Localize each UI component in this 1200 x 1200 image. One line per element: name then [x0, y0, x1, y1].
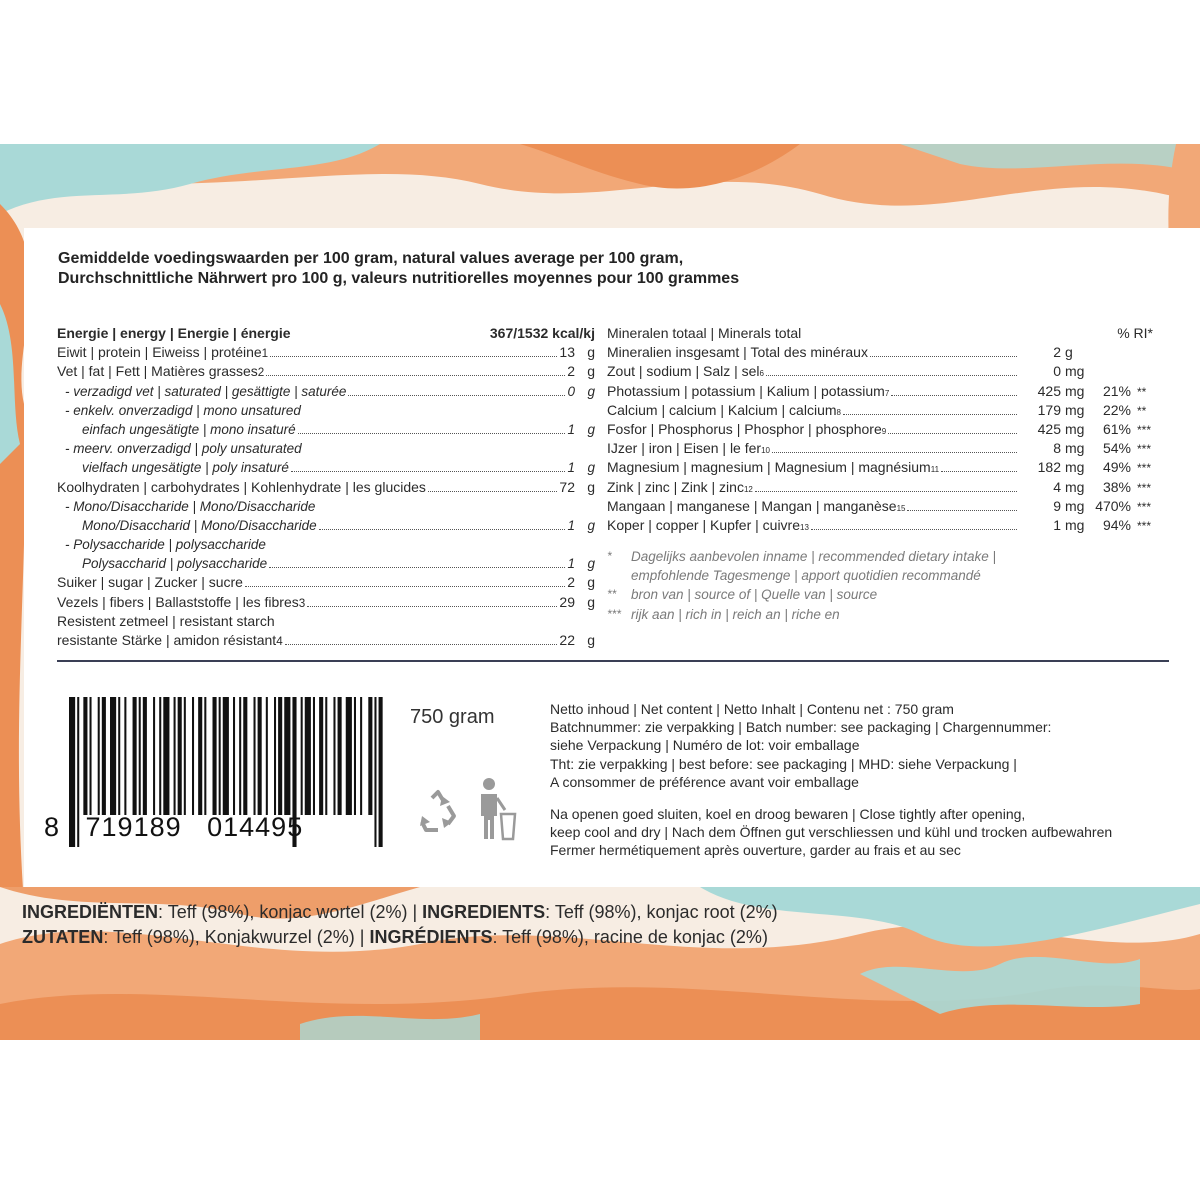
- footnote-ref: 11: [930, 465, 940, 475]
- recycle-icon: [414, 788, 462, 836]
- barcode-bar: [98, 697, 100, 815]
- nutrient-name: vielfach ungesätigte | poly insaturé: [82, 460, 289, 476]
- nutrient-name: Polysaccharid | polysaccharide: [82, 556, 268, 572]
- footnote: [607, 605, 1167, 624]
- net-weight: 750 gram: [410, 706, 495, 728]
- nutrition-panel: [24, 228, 1200, 887]
- footnote-ref: 2: [257, 366, 265, 380]
- mineral-unit: mg: [1065, 401, 1085, 418]
- mineral-value: 0: [1053, 363, 1061, 380]
- nutrient-unit: g: [587, 632, 595, 648]
- dot-leader: [266, 374, 565, 376]
- heading-line-1: Gemiddelde voedingswaarden per 100 gram, natural values average per 100 gram,: [58, 250, 684, 267]
- barcode-bar: [374, 697, 376, 847]
- heading-line-2: Durchschnittliche Nährwert pro 100 g, valeurs nutritiorelles moyennes pour 100 grammes: [58, 270, 740, 287]
- barcode-bar: [153, 697, 155, 815]
- ri-stars: ***: [1137, 422, 1152, 437]
- mineral-name: Photassium | potassium | Kalium | potassium: [607, 382, 885, 399]
- footnote-text: Dagelijks aanbevolen inname | recommended dietary intake |: [631, 549, 996, 565]
- ingredients-line-2: [22, 925, 778, 950]
- mineral-row: [607, 401, 1167, 420]
- nutrient-row: [57, 535, 595, 554]
- barcode-bar: [90, 697, 92, 815]
- mineral-unit: mg: [1065, 440, 1085, 457]
- ri-header: % RI*: [1117, 325, 1153, 341]
- dot-leader: [755, 490, 1017, 492]
- mineral-value: 2: [1053, 344, 1061, 361]
- dot-leader: [245, 585, 565, 587]
- nutrient-value: 72: [559, 478, 575, 495]
- ingredients-label-en: INGREDIENTS: [422, 902, 546, 922]
- footnote-ref: 7: [884, 388, 890, 398]
- mineral-name: Zink | zinc | Zink | zinc: [607, 478, 744, 495]
- ingredients-text-de: : Teff (98%), Konjakwurzel (2%) |: [103, 927, 370, 947]
- barcode-bar: [204, 697, 206, 815]
- nutrient-unit: g: [587, 383, 595, 399]
- minerals-header-label: Mineralen totaal | Minerals total: [607, 325, 802, 341]
- ri-stars: ***: [1137, 518, 1152, 533]
- nutrient-name: Koolhydraten | carbohydrates | Kohlenhydrate | les glucides: [57, 478, 426, 495]
- dot-leader: [348, 394, 565, 396]
- ingredients-line-1: [22, 900, 778, 925]
- mineral-value: 425: [1037, 420, 1061, 437]
- nutrient-name: - verzadigd vet | saturated | gesättigte | saturée: [65, 383, 347, 399]
- nutrient-row: [57, 420, 595, 439]
- barcode-bar: [102, 697, 106, 815]
- info-line: Netto inhoud | Net content | Netto Inhalt | Contenu net : 750 gram: [550, 701, 954, 717]
- nutrient-value: 1: [567, 517, 575, 533]
- barcode-bar: [333, 697, 335, 815]
- nutrient-unit: g: [587, 517, 595, 533]
- footnote-ref: 4: [276, 635, 283, 648]
- nutrient-value: 2: [567, 574, 575, 591]
- mineral-unit: mg: [1065, 516, 1085, 533]
- ri-percent: 54%: [1102, 440, 1131, 457]
- trash-bin-person-icon: [471, 776, 519, 841]
- barcode-bar: [219, 697, 221, 815]
- barcode-bar: [133, 697, 137, 815]
- nutrient-name: einfach ungesätigte | mono insaturé: [82, 421, 296, 437]
- mineral-value: 1: [1053, 516, 1061, 533]
- nutrient-row: [57, 631, 595, 650]
- nutrient-row: [57, 439, 595, 458]
- footnote-ref: 10: [761, 446, 770, 456]
- barcode-bar: [198, 697, 202, 815]
- barcode-bar: [338, 697, 342, 815]
- nutrient-name: Suiker | sugar | Zucker | sucre: [57, 574, 243, 591]
- ingredients-text-nl: : Teff (98%), konjac wortel (2%) |: [158, 902, 423, 922]
- dot-leader: [772, 451, 1017, 453]
- nutrient-name: resistante Stärke | amidon résistant: [57, 632, 277, 648]
- footnote-mark: *: [607, 549, 612, 564]
- minerals-header-row: [607, 324, 1167, 343]
- ri-percent: 49%: [1102, 459, 1131, 476]
- footnote-text: empfohlende Tagesmenge | apport quotidien recommandé: [631, 568, 981, 584]
- nutrient-unit: g: [587, 344, 595, 361]
- nutrient-value: 0: [567, 383, 575, 399]
- mineral-unit: mg: [1065, 478, 1085, 495]
- barcode-bar: [319, 697, 323, 815]
- storage-line: Fermer hermétiquement après ouverture, garder au frais et au sec: [550, 842, 961, 859]
- nutrient-unit: g: [587, 421, 595, 437]
- barcode-bar: [239, 697, 241, 815]
- barcode-bar: [213, 697, 217, 815]
- nutrient-value: 2: [567, 363, 575, 380]
- label-area: [0, 144, 1200, 1040]
- dot-leader: [319, 528, 566, 530]
- nutrient-unit: g: [587, 363, 595, 380]
- mineral-unit: mg: [1065, 420, 1085, 437]
- nutrient-unit: g: [587, 556, 595, 572]
- ri-stars: ***: [1137, 480, 1152, 495]
- nutrient-value: 367/1532 kcal/kj: [489, 325, 595, 341]
- barcode-bar: [159, 697, 161, 815]
- footnote: [607, 585, 1167, 604]
- barcode-bar: [243, 697, 247, 815]
- ri-stars: **: [1137, 403, 1147, 418]
- dot-leader: [907, 509, 1017, 511]
- ri-stars: ***: [1137, 461, 1152, 476]
- mineral-unit: mg: [1065, 382, 1085, 399]
- barcode-bar: [278, 697, 282, 815]
- mineral-name: Mangaan | manganese | Mangan | manganèse: [607, 497, 897, 514]
- nutrient-name: Resistent zetmeel | resistant starch: [57, 612, 275, 629]
- barcode-bar: [143, 697, 147, 815]
- footnote-ref: 3: [298, 596, 306, 610]
- nutrient-value: 1: [567, 556, 575, 572]
- mineral-row: [607, 420, 1167, 439]
- info-line: siehe Verpackung | Numéro de lot: voir emballage: [550, 737, 860, 754]
- mineral-name: Mineralien insgesamt | Total des minéraux: [607, 344, 868, 361]
- nutrient-value: 13: [559, 344, 575, 361]
- barcode-bar: [118, 697, 120, 815]
- barcode-bar: [258, 697, 262, 815]
- barcode-bar: [284, 697, 290, 815]
- mineral-value: 179: [1037, 401, 1061, 418]
- nutrient-name: Eiwit | protein | Eiweiss | protéine: [57, 344, 262, 361]
- footnote-ref: 13: [800, 522, 809, 532]
- footnote-ref: 6: [759, 369, 764, 379]
- nutrient-value: 1: [567, 421, 575, 437]
- footnote: [607, 547, 1167, 566]
- barcode-bar: [301, 697, 303, 815]
- footnote-mark: **: [607, 587, 617, 602]
- mineral-unit: mg: [1065, 497, 1085, 514]
- nutrient-name: Vezels | fibers | Ballaststoffe | les fibres: [57, 593, 299, 610]
- footnote-ref: 8: [836, 407, 841, 417]
- mineral-value: 8: [1053, 440, 1061, 457]
- mineral-row: [607, 516, 1167, 535]
- nutrient-unit: g: [587, 478, 595, 495]
- ingredients-label-nl: INGREDIËNTEN: [22, 902, 159, 922]
- barcode-bar: [266, 697, 268, 815]
- mineral-unit: mg: [1065, 363, 1085, 380]
- ri-percent: 22%: [1102, 401, 1131, 418]
- ri-percent: 38%: [1102, 478, 1131, 495]
- ri-stars: **: [1137, 384, 1147, 399]
- nutrient-unit: g: [587, 574, 595, 591]
- ri-percent: 21%: [1102, 382, 1131, 399]
- footnote-text: bron van | source of | Quelle van | source: [631, 587, 878, 603]
- barcode-bar: [163, 697, 169, 815]
- barcode-bar: [274, 697, 276, 815]
- mineral-row: [607, 439, 1167, 458]
- nutrient-row: [57, 324, 595, 343]
- nutrient-name: - Mono/Disaccharide | Mono/Disaccharide: [65, 498, 316, 514]
- mineral-row: [607, 362, 1167, 381]
- nutrient-value: 29: [559, 593, 575, 610]
- nutrient-name: Mono/Disaccharid | Mono/Disaccharide: [82, 517, 317, 533]
- barcode-bar: [110, 697, 116, 815]
- barcode-bar: [192, 697, 194, 815]
- nutrient-row: [57, 382, 595, 401]
- mineral-row: [607, 497, 1167, 516]
- storage-line: Na openen goed sluiten, koel en droog bewaren | Close tightly after opening,: [550, 805, 1026, 822]
- info-line: A consommer de préférence avant voir emballage: [550, 773, 859, 790]
- dot-leader: [291, 470, 566, 472]
- barcode-bar: [233, 697, 235, 815]
- barcode-bar: [325, 697, 327, 815]
- footnote-ref: 1: [261, 347, 269, 361]
- mineral-row: [607, 382, 1167, 401]
- minerals-rows: [607, 343, 1167, 535]
- barcode-bar: [174, 697, 176, 815]
- ri-stars: ***: [1137, 499, 1152, 514]
- mineral-row: [607, 343, 1167, 362]
- barcode-bar: [139, 697, 141, 815]
- ri-percent: 94%: [1102, 516, 1131, 533]
- product-info: [550, 700, 1190, 860]
- nutrient-name: - enkelv. onverzadigd | mono unsatured: [65, 402, 301, 418]
- ingredients: [22, 900, 778, 950]
- nutrient-row: [57, 362, 595, 381]
- mineral-name: Magnesium | magnesium | Magnesium | magnésium: [607, 459, 931, 476]
- dot-leader: [843, 413, 1017, 415]
- nutrient-value: 22: [559, 632, 575, 648]
- mineral-unit: mg: [1065, 459, 1085, 476]
- footnote-ref: 12: [743, 484, 753, 494]
- footnote-mark: ***: [607, 606, 622, 621]
- ingredients-text-en: : Teff (98%), konjac root (2%): [545, 902, 778, 922]
- section-divider: [57, 660, 1169, 662]
- nutrient-row: [57, 573, 595, 592]
- footnote-mark: [607, 566, 631, 585]
- ri-stars: ***: [1137, 442, 1152, 457]
- storage-line: keep cool and dry | Nach dem Öffnen gut verschliessen und kühl und trocken aufbewahren: [550, 824, 1113, 841]
- nutrient-unit: g: [587, 460, 595, 476]
- mineral-name: Calcium | calcium | Kalcium | calcium: [607, 401, 837, 418]
- mineral-unit: g: [1065, 344, 1073, 361]
- barcode-bar: [346, 697, 352, 815]
- barcode-number: 8 719189 014495: [44, 812, 304, 842]
- dot-leader: [307, 605, 557, 607]
- dot-leader: [428, 490, 558, 492]
- footnote-text: rijk aan | rich in | reich an | riche en: [631, 606, 840, 622]
- dot-leader: [285, 643, 558, 645]
- mineral-name: Koper | copper | Kupfer | cuivre: [607, 516, 801, 533]
- footnote-ref: 15: [896, 503, 906, 513]
- nutrient-name: - Polysaccharide | polysaccharide: [65, 537, 266, 553]
- dot-leader: [270, 355, 557, 357]
- nutrient-unit: g: [587, 593, 595, 610]
- barcode-bar: [360, 697, 362, 815]
- barcode-bar: [379, 697, 383, 847]
- footnotes: [607, 547, 1167, 624]
- dot-leader: [766, 374, 1017, 376]
- nutrient-name: Vet | fat | Fett | Matières grasses: [57, 363, 258, 380]
- barcode-bar: [223, 697, 229, 815]
- dot-leader: [941, 470, 1017, 472]
- dot-leader: [298, 432, 566, 434]
- nutrition-table-left: [57, 324, 595, 650]
- nutrient-row: [57, 593, 595, 612]
- mineral-value: 182: [1037, 459, 1061, 476]
- ingredients-text-fr: : Teff (98%), racine de konjac (2%): [492, 927, 768, 947]
- dot-leader: [811, 528, 1017, 530]
- nutrient-row: [57, 478, 595, 497]
- mineral-name: IJzer | iron | Eisen | le fer: [607, 440, 762, 457]
- info-line: Tht: zie verpakking | best before: see packaging | MHD: siehe Verpackung |: [550, 755, 1017, 772]
- dot-leader: [269, 566, 565, 568]
- ri-percent: 470%: [1095, 497, 1131, 514]
- mineral-name: Fosfor | Phosphorus | Phosphor | phosphore: [607, 420, 882, 437]
- ingredients-label-de: ZUTATEN: [22, 927, 104, 947]
- nutrient-row: [57, 497, 595, 516]
- nutrient-name: - meerv. onverzadigd | poly unsaturated: [65, 441, 302, 457]
- barcode-bar: [305, 697, 311, 815]
- mineral-value: 425: [1037, 382, 1061, 399]
- mineral-value: 9: [1053, 497, 1061, 514]
- barcode-bar: [178, 697, 182, 815]
- nutrition-heading: [58, 249, 1058, 289]
- barcode-bar: [254, 697, 256, 815]
- nutrient-row: [57, 612, 595, 631]
- barcode-bar: [184, 697, 186, 815]
- barcode-bar: [354, 697, 356, 815]
- nutrient-row: [57, 516, 595, 535]
- mineral-name: Zout | sodium | Salz | sel: [607, 363, 760, 380]
- nutrient-name: Energie | energy | Energie | énergie: [57, 325, 291, 341]
- mineral-row: [607, 458, 1167, 477]
- barcode-bar: [368, 697, 372, 815]
- dot-leader: [891, 394, 1017, 396]
- barcode-bar: [124, 697, 126, 815]
- mineral-row: [607, 478, 1167, 497]
- dot-leader: [870, 355, 1017, 357]
- barcode-bar: [83, 697, 87, 815]
- nutrient-row: [57, 458, 595, 477]
- mineral-value: 4: [1053, 478, 1061, 495]
- ingredients-label-fr: INGRÉDIENTS: [369, 927, 493, 947]
- info-line: Batchnummer: zie verpakking | Batch number: see packaging | Chargennummer:: [550, 719, 1052, 736]
- barcode-bar: [313, 697, 315, 815]
- ri-percent: 61%: [1102, 420, 1131, 437]
- nutrient-row: [57, 554, 595, 573]
- footnote-ref: 9: [881, 426, 887, 436]
- nutrient-row: [57, 401, 595, 420]
- footnote: [607, 566, 1167, 585]
- nutrient-value: 1: [567, 460, 575, 476]
- nutrient-row: [57, 343, 595, 362]
- dot-leader: [888, 432, 1017, 434]
- minerals-table: [607, 324, 1167, 624]
